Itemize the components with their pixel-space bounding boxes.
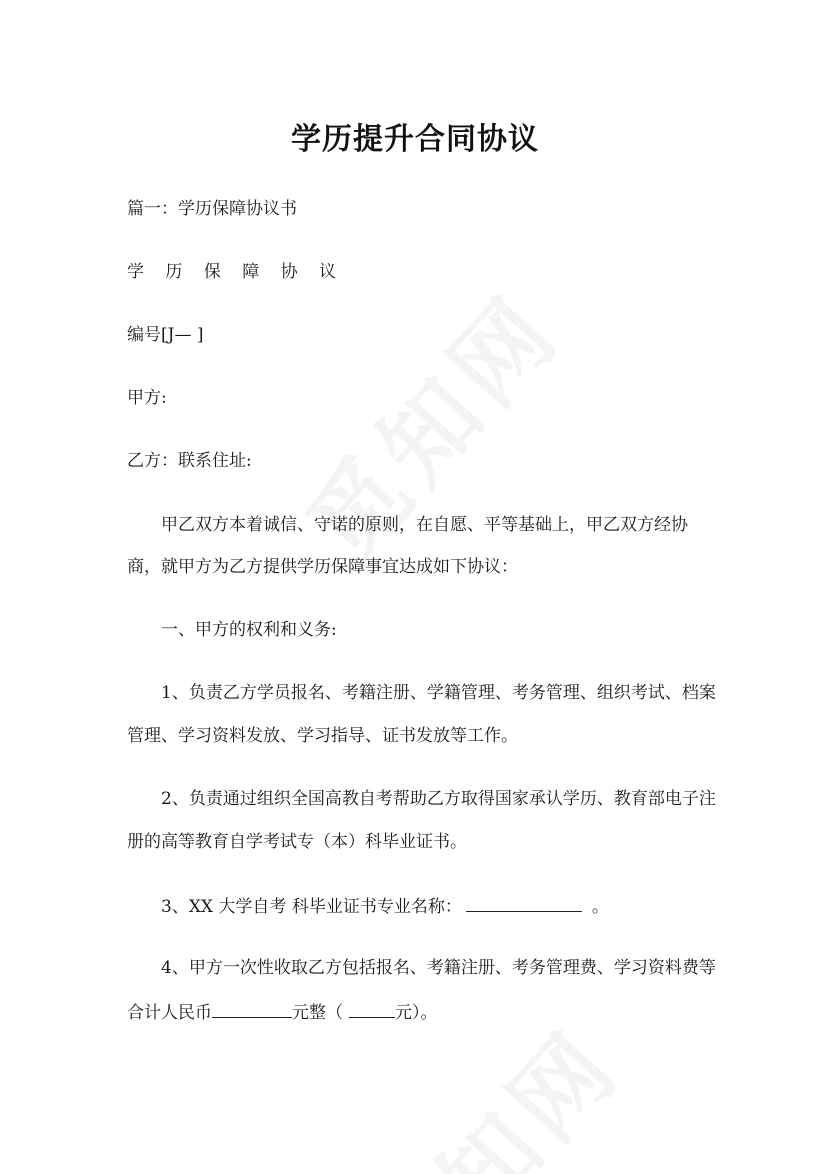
document-title: 学历提升合同协议 — [291, 122, 539, 157]
party-a-label: 甲方: — [127, 388, 167, 408]
party-b-label: 乙方：联系住址: — [127, 451, 252, 471]
clause-line: 管理、学习资料发放、学习指导、证书发放等工作。 — [127, 726, 518, 746]
clause-line: 4、甲方一次性收取乙方包括报名、考籍注册、考务管理费、学习资料费等 — [161, 958, 716, 978]
amount-in-words-blank — [212, 999, 292, 1018]
major-name-blank — [466, 893, 582, 912]
clause-4-text: 合计人民币 — [127, 1003, 212, 1023]
clause-3-text: 3、XX 大学自考 科毕业证书专业名称： — [161, 897, 462, 917]
clause-line: 2、负责通过组织全国高教自考帮助乙方取得国家承认学历、教育部电子注 — [161, 789, 716, 809]
section-heading: 一、甲方的权利和义务: — [161, 620, 337, 640]
clause-4-end: 元）。 — [395, 1003, 438, 1023]
clause-3-line — [161, 893, 609, 919]
clause-line: 册的高等教育自学考试专（本）科毕业证书。 — [127, 832, 467, 852]
clause-line: 1、负责乙方学员报名、考籍注册、学籍管理、考务管理、组织考试、档案 — [161, 683, 716, 703]
clause-4-text: 元整（ — [292, 1003, 343, 1023]
agreement-subtitle: 学 历 保 障 协 议 — [127, 262, 345, 282]
clause-3-end: 。 — [591, 897, 609, 917]
clause-4-amount-line — [127, 999, 438, 1025]
intro-paragraph-line: 甲乙双方本着诚信、守诺的原则，在自愿、平等基础上，甲乙双方经协 — [161, 515, 688, 535]
part-heading: 篇一：学历保障协议书 — [127, 199, 297, 219]
intro-paragraph-line: 商，就甲方为乙方提供学历保障事宜达成如下协议： — [127, 557, 518, 577]
agreement-number: 编号[J— ] — [127, 325, 204, 345]
amount-in-figures-blank — [349, 999, 395, 1018]
watermark — [272, 260, 587, 588]
